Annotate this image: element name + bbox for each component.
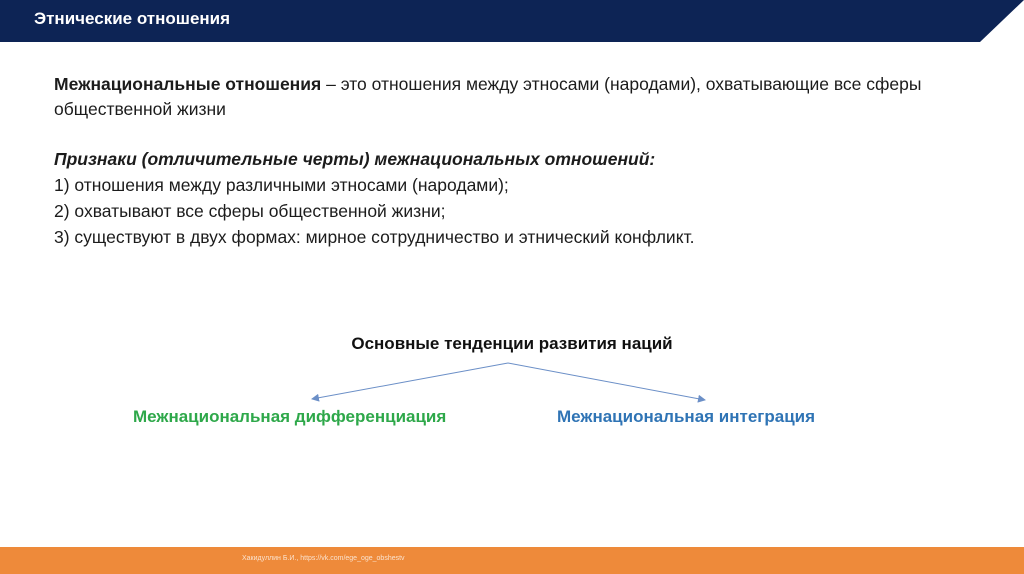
features-title: Признаки (отличительные черты) межнациональных отношений: [54,149,656,169]
header-corner-decoration [944,0,1024,42]
feature-item-3: 3) существуют в двух формах: мирное сотрудничество и этнический конфликт. [54,227,695,247]
arrow-to-differentiation [312,363,508,399]
slide-title: Этнические отношения [34,9,231,28]
definition-paragraph [54,72,974,122]
definition-text: – это отношения между этносами (народами), охватывающие все сферы общественной жизни [54,74,922,119]
branch-integration: Межнациональная интеграция [557,407,816,426]
feature-item-1: 1) отношения между различными этносами (народами); [54,175,509,195]
branch-differentiation: Межнациональная дифференциация [133,407,447,426]
footer-bar [0,547,1024,574]
arrow-to-integration [508,363,705,400]
trends-title: Основные тенденции развития наций [351,334,673,353]
feature-item-2: 2) охватывают все сферы общественной жизни; [54,201,446,221]
features-block [54,146,974,250]
header-bar [0,0,1024,42]
footer-credit: Хакидуллин Б.И., https://vk.com/ege_oge_obshestv [242,555,405,562]
definition-term: Межнациональные отношения [54,74,322,94]
